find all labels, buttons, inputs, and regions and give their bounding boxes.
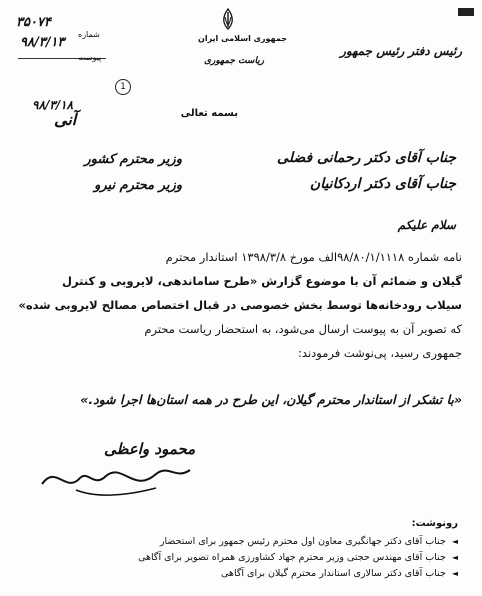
presidential-note: «با تشکر از استاندار محترم گیلان، این طرح در همه استان‌ها اجرا شود.»	[80, 392, 462, 407]
bullet-icon: ◄	[451, 569, 458, 578]
top-edge-mark	[458, 8, 474, 16]
cc-title: رونوشت:	[411, 518, 458, 529]
registration-date: ۹۸/۳/۱۳	[20, 35, 65, 50]
cc-item	[160, 536, 458, 547]
cc-item	[138, 552, 458, 563]
bullet-icon: ◄	[451, 537, 458, 546]
addressee-title: وزیر محترم کشور	[84, 152, 182, 167]
basmala: بسمه تعالی	[180, 108, 238, 119]
handwritten-date: ۹۸/۳/۱۸	[32, 98, 73, 112]
body-line: گیلان و ضمائم آن با موضوع گزارش «طرح ساماندهی، لایروبی و کنترل	[62, 274, 462, 288]
body-line: نامه شماره ۹۸/۸۰/۱/۱۱۱۸الف مورخ ۱۳۹۸/۳/۸ استاندار محترم	[165, 250, 462, 264]
cc-item	[221, 568, 458, 579]
urgency-label: آنی	[54, 110, 77, 129]
cc-item-text: جناب آقای دکتر جهانگیری معاون اول محترم رئیس جمهور برای استحضار	[159, 536, 446, 547]
addressee-title: وزیر محترم نیرو	[94, 178, 182, 193]
header-title: رئیس دفتر رئیس جمهور	[340, 44, 462, 58]
addressee-name: جناب آقای دکتر اردکانیان	[309, 176, 456, 192]
emblem-icon	[220, 8, 236, 30]
signature-name: محمود واعظی	[104, 440, 196, 458]
body-line: سیلاب رودخانه‌ها توسط بخش خصوصی در قبال اختصاص مصالح لایروبی شده»	[18, 298, 462, 312]
addressee-name: جناب آقای دکتر رحمانی فضلی	[277, 150, 456, 166]
registration-number-label: شماره	[78, 30, 100, 39]
signature-stroke-icon	[36, 454, 196, 504]
body-line: که تصویر آن به پیوست ارسال می‌شود، به استحضار ریاست محترم	[144, 322, 462, 336]
body-line: جمهوری رسید، پی‌نوشت فرمودند:	[298, 346, 462, 360]
registration-number: ۳۵۰۷۴	[16, 15, 51, 30]
cc-item-text: جناب آقای مهندس حجتی وزیر محترم جهاد کشاورزی همراه تصویر برای آگاهی	[138, 552, 446, 563]
greeting: سلام علیکم	[397, 218, 456, 232]
emblem-organization: جمهوری اسلامی ایران	[198, 34, 287, 43]
emblem-office: ریاست جمهوری	[204, 56, 265, 66]
bullet-icon: ◄	[451, 553, 458, 562]
registration-attachment-label: پیوست	[78, 53, 102, 62]
cc-item-text: جناب آقای دکتر سالاری استاندار محترم گیلان برای آگاهی	[221, 568, 446, 579]
circled-mark: 1	[115, 79, 131, 95]
